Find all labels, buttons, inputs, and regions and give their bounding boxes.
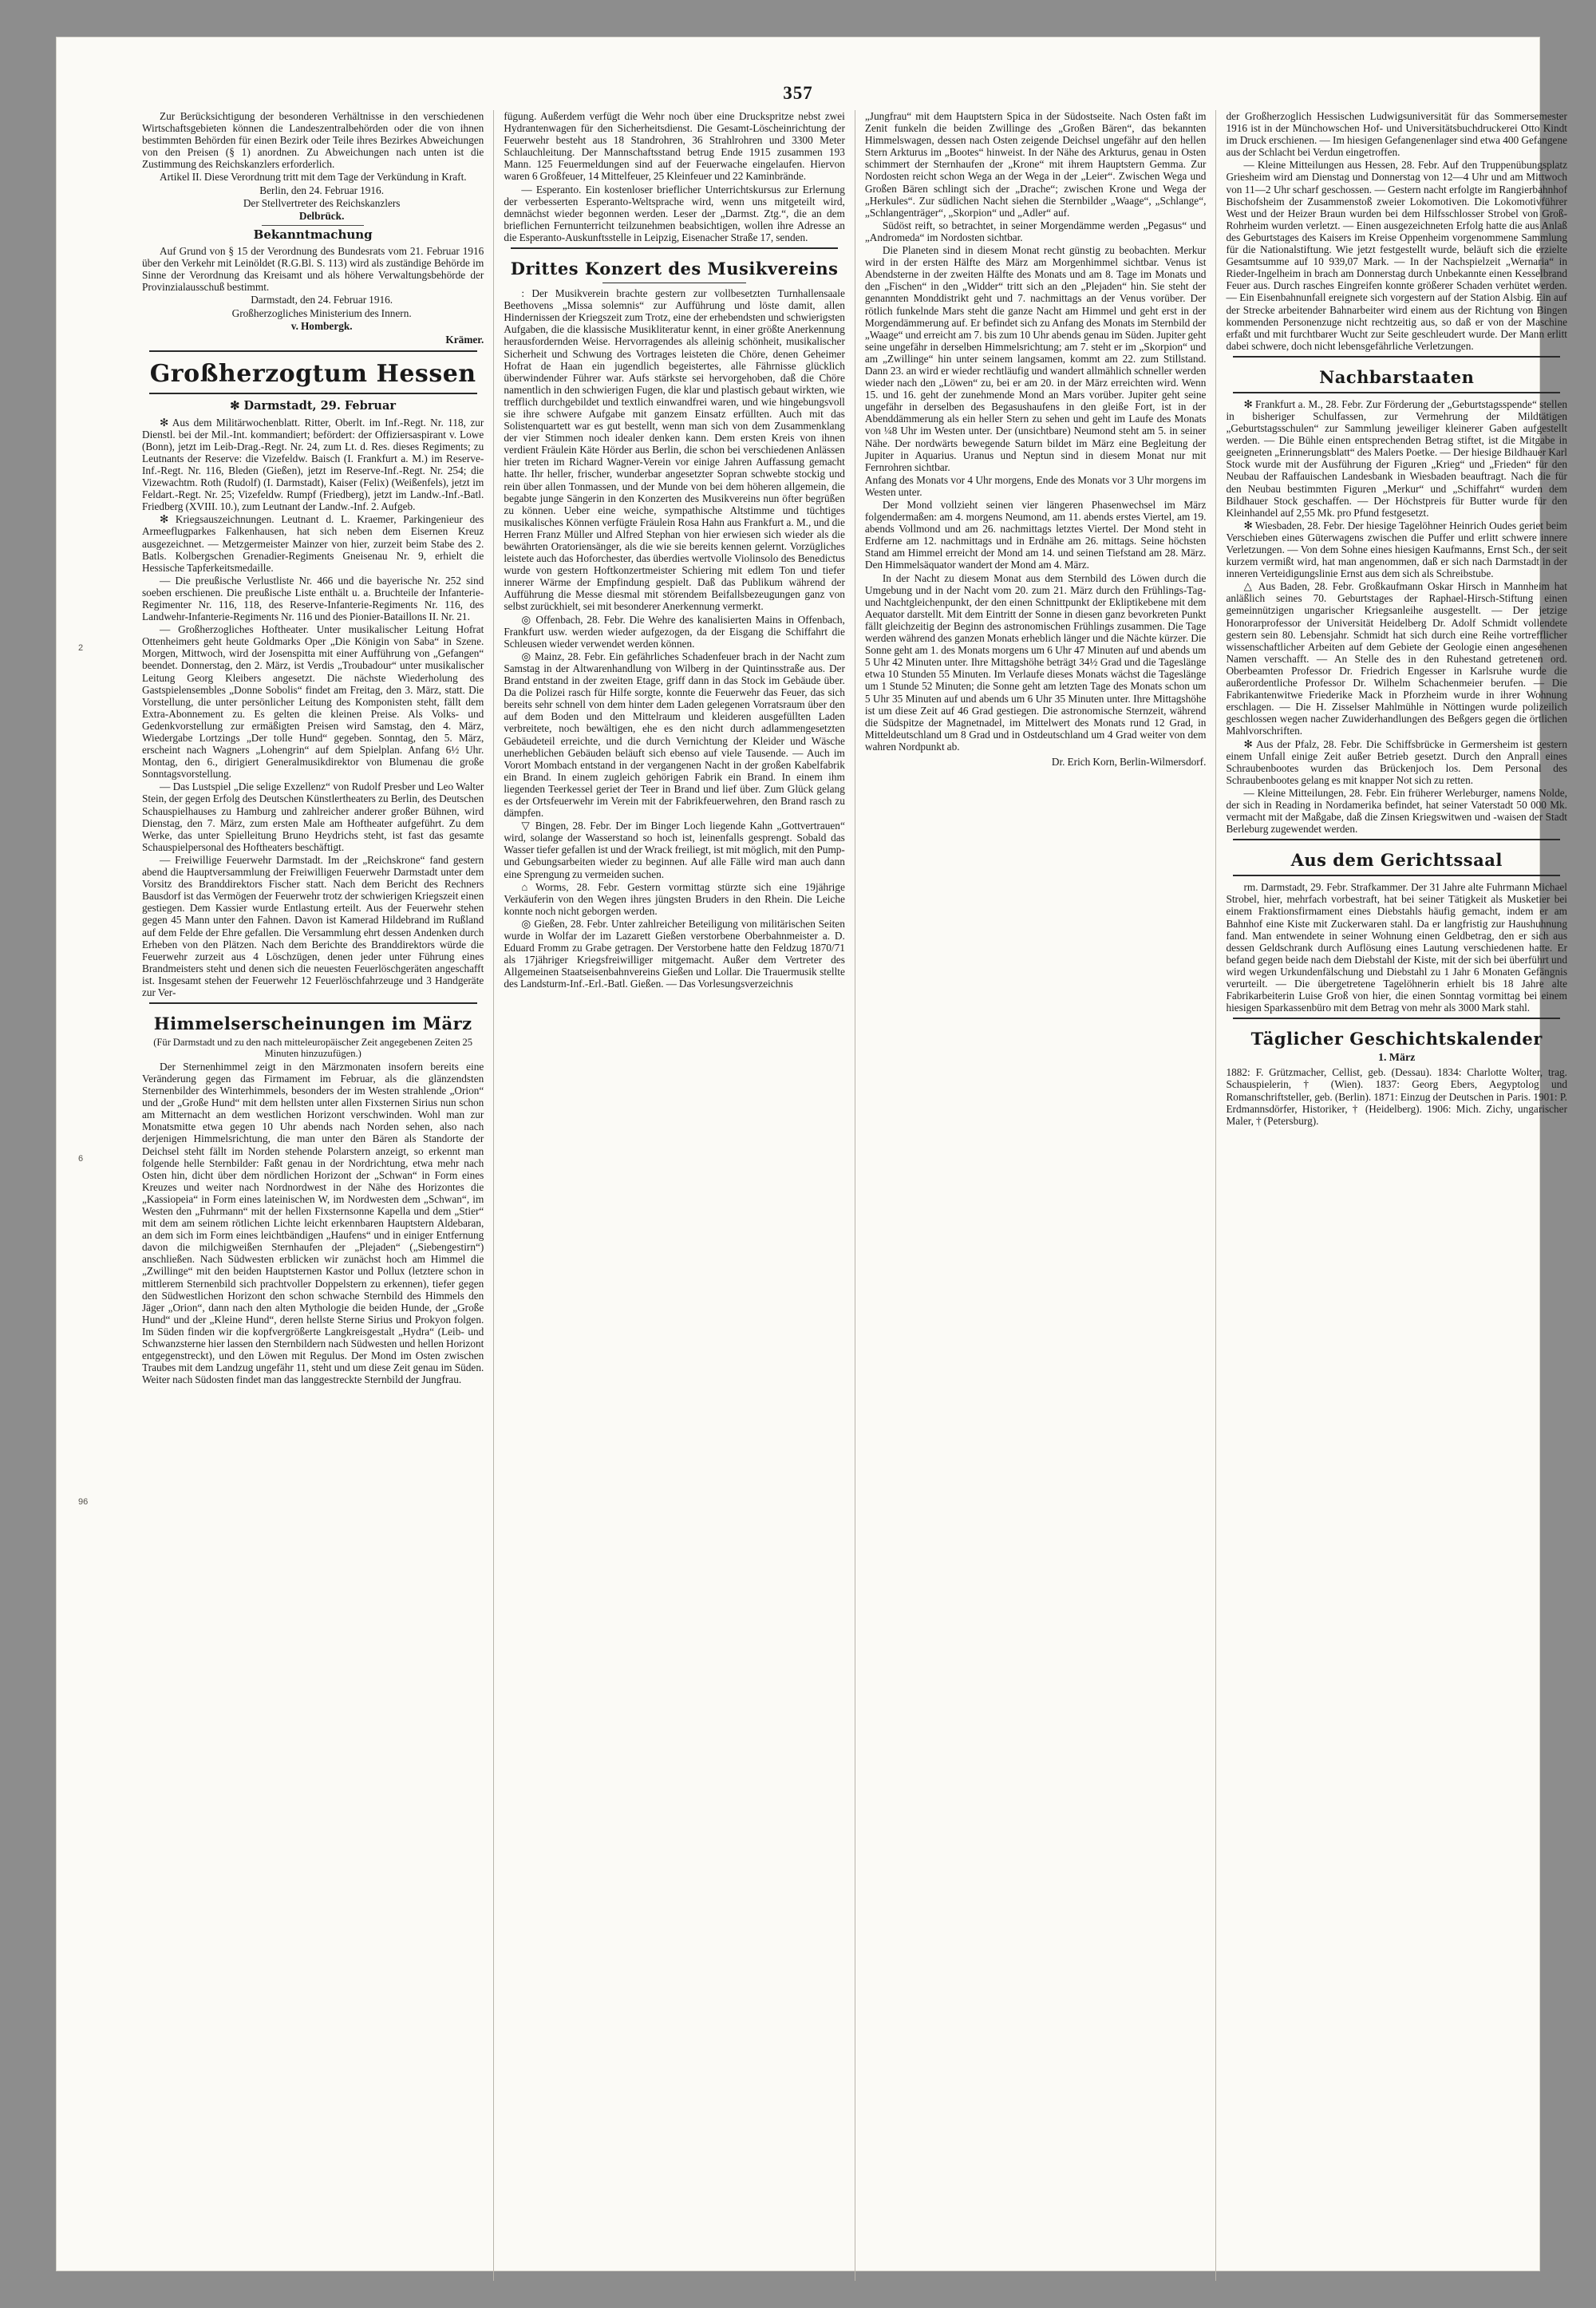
- calendar-date: 1. März: [1378, 1052, 1416, 1065]
- paragraph: 1882: F. Grützmacher, Cellist, geb. (Dessau). 1834: Charlotte Wolter, trag. Schauspielerin, † (Wien). 1837: Georg Ebers, Aegyptolog und Romanschriftsteller, geb. (Berlin). 1871: Einzug der Deutschen in Paris. 1901: P. Erdmannsdörfer, Historiker, † (Heidelberg). 1906: Mich. Zichy, ungarischer Maler, † (Petersburg).: [1226, 1066, 1567, 1127]
- section-heading-himmelserscheinungen: Himmelserscheinungen im März: [153, 1014, 472, 1034]
- column-4: [1215, 110, 1577, 2281]
- paragraph: ▽ Bingen, 28. Febr. Der im Binger Loch liegende Kahn „Gottvertrauen“ wird, solange der Wasserstand so hoch ist, leinenfalls gesprengt. Sobald das Wasser tiefer gefallen ist und der Wrack freiliegt, ist mit möglich, mit den Pump- und Gebungsarbeiten wieder zu beginnen. Auf alle Fälle wird man auch dann eine Sprengung zu vermeiden suchen.: [504, 820, 845, 880]
- paragraph: — Freiwillige Feuerwehr Darmstadt. Im der „Reichskrone“ fand gestern abend die Hauptversammlung der Freiwilligen Feuerwehr Darmstadt unter dem Vorsitz des Branddirektors Fischer statt. Nach dem Bericht des Rechners Bausdorf ist das Vermögen der Feuerwehr trotz der schwierigen Kriegszeit einen gestiegen. Dem Kassier wurde Entlastung erteilt. Aus der Feuerwehr stehen gegen 45 Mann unter den Fahnen. Davon ist Kamerad Hildebrand im Rußland auf dem Felde der Ehre gefallen. Die Versammlung ehrt dessen Andenken durch Erheben von den Plätzen. Nach dem Berichte des Branddirektors würde die Feuerwehr zurzeit aus 4 Löschzügen, denen jeder unter Führung eines Brandmeisters steht und denen sich die neuesten Feuerlöschgeräten angeschafft ist. Insgesamt stehen der Feuerwehr 12 Feuerlöschfahrzeuge und 3 Handgeräte zur Ver-: [142, 853, 484, 998]
- margin-mark: 2: [78, 643, 84, 653]
- signature-line: Großherzogliches Ministerium des Innern.: [231, 306, 412, 319]
- paragraph: Die Planeten sind in diesem Monat recht günstig zu beobachten. Merkur wird in der ersten Hälfte des März am Morgenhimmel sichtbar. Venus ist Abendsterne in der zweiten Hälfte des Monats und am 8. Tage im Monats und den „Fischen“ in den „Widder“ tritt sich an den „Plejaden“ hin. Sie steht der genannten Monddistrikt geht und 7. nachmittags an der Venus vorüber. Der rötlich funkelnde Mars steht die ganze Nacht am Himmel und geht erst in der Morgendämmerung auf. Er befindet sich zu Anfang des Monats im Sternbild der „Waage“ und erreicht am 7. bis zum 10 Uhr abends genau im Süden. Jupiter geht seine ungefähr in derselben Himmelsrichtung; am 7. steht er im „Skorpion“ und am „Zwillinge“ hin unter seinem langsamen, kommt am 22. zum Stillstand. Dann 23. an wird er wieder rechtläufig und wandert allmählich schneller werden wieder nach den „Löwen“ zu, bei er am 20. in der März erreichten wird. Wenn 15. und 16. geht der zunehmende Mond an Mars vorüber. Jupiter geht seine ungefähr in derselben des Begasushaufens in den gleiße Fort, ist in der Abenddämmerung als ein heller Stern zu sehen und geht im Laufe des Monats von ¼8 Uhr im Westen unter. Der (unsichtbare) Neumond steht am 5. in seiner Nähe. Der nordwärts bewegende Saturn bildet im März eine Begleitung der Jupiter in Aquarius. Uranus und Neptun sind in diesem Monat nur mit Fernrohren sichtbar.: [864, 244, 1207, 473]
- paragraph: — Großherzogliches Hoftheater. Unter musikalischer Leitung Hofrat Ottenheimers geht heute Goldmarks Oper „Die Königin von Saba“ in Szene. Morgen, Mittwoch, wird der Josenspitta mit einer Aufführung von „Gefangen“ beendet. Donnerstag, den 2. März, ist Verdis „Troubadour“ unter musikalischer Leitung Georg Kleibers angesetzt. Die nächste Wiederholung des Gastspielensembles „Donne Sobolis“ findet am Freitag, den 3. März, statt. Die Vorstellung, die unter persönlicher Leitung des Komponisten steht, fällt dem Extra-Abonnement zu. Es gelten die kleinen Preise. Als Volks- und Gedenkvorstellung zur ermäßigten Preisen wird Samstag, den 4. März, Wiedergabe Lortzings „Der tolle Hund“ gegeben. Sonntag, den 5. März, erscheint nach Wagners „Lohengrin“ auf dem Spielplan. Anfang 6½ Uhr. Montag, den 6., dirigiert Generalmusikdirektor von Blumenau die große Sonntagsvorstellung.: [142, 623, 484, 781]
- divider: [262, 225, 364, 226]
- dateline: ✻ Darmstadt, 29. Februar: [230, 398, 396, 413]
- signature-line: Der Stellvertreter des Reichskanzlers: [243, 196, 401, 209]
- divider: [1233, 356, 1560, 358]
- paragraph: △ Aus Baden, 28. Febr. Großkaufmann Oskar Hirsch in Mannheim hat anläßlich seines 70. Geburtstages der Raphael-Hirsch-Stiftung einen gemeinnützigen ungarischer Kriegsanleihe ausgestellt. — Der jetzige Honorarprofessor der Universität Heidelberg Dr. Adolf Schmidt vollendete gestern sein 80. Lebensjahr. Schmidt hat sich durch eine Reihe vortrefflicher wissenschaftlicher Arbeiten auf dem Gebiete der Geologie einen angesehenen Namen verschafft. — An Stelle des in den Ruhestand getretenen ord. Oberbeamten Professor Dr. Friedrich Engesser in Karlsruhe wurde die außerordentliche Professor Dr. Wilhelm Schachenmeier berufen. — Die Fabrikantenwitwe Friederike Mack in Pforzheim wurde in ihrer Wohnung erschlagen. — Die H. Zisselser Mahlmühle in Nöttingen wurde polizeilich geschlossen wegen nacher Zuwiderhandlungen des Beßgers gegen die örtlichen Mahlvorschriften.: [1226, 580, 1567, 737]
- page-number: 357: [783, 83, 813, 103]
- paper-sheet: [56, 37, 1567, 2271]
- paragraph: ⌂ Worms, 28. Febr. Gestern vormittag stürzte sich eine 19jährige Verkäuferin von den Wegen ihres jüngsten Bruders in den Rhein. Die Leiche konnte noch nicht geborgen werden.: [504, 880, 845, 917]
- section-heading-gerichtssaal: Aus dem Gerichtssaal: [1290, 850, 1503, 871]
- page-edge-top: [0, 0, 1596, 37]
- paragraph: Südöst reift, so betrachtet, in seiner Morgendämme werden „Pegasus“ und „Andromeda“ im Nordosten sichtbar.: [864, 219, 1207, 243]
- paragraph: der Großherzoglich Hessischen Ludwigsuniversität für das Sommersemester 1916 ist in der Münchowschen Hof- und Universitätsbuchdruckerei Otto Kindt im Druck erschienen. — Im hiesigen Gefangenenlager sind etwa 400 Gefangene aus der Schlacht bei Verdun eingetroffen.: [1226, 110, 1567, 159]
- divider: [511, 247, 838, 249]
- paragraph: In der Nacht zu diesem Monat aus dem Sternbild des Löwen durch die Umgebung und in der Nacht vom 20. zum 21. März durch den Frühlings-Tag- und Nachtgleichenpunkt, der den einen Schnittpunkt der Ekliptikebene mit dem Aequator darstellt. Mit dem Eintritt der Sonne in diesen ganz bevorkreten Punkt fällt gleichzeitig der Beginn des astronomischen Frühlings zusammen. Die Tage werden während des ganzen Monats erheblich länger und die Nächte kürzer. Die Sonne geht am 1. des Monats morgens um 6 Uhr 47 Minuten auf und abends um 5 Uhr 42 Minuten unter. Ihre Mittagshöhe beträgt 34½ Grad und die Tageslänge etwa 10 Stunden 55 Minuten. Im Verlaufe dieses Monats wächst die Tageslänge um 1 Stunde 52 Minuten; die Sonne geht am letzten Tage des Monats schon um 5 Uhr 35 Minuten auf und abends um 6 Uhr 35 Minuten unter. Ihre Mittagshöhe ist um diese Zeit auf 46 Grad gestiegen. Die astronomische Sternzeit, während die Südspitze der Magnetnadel, im Mittelwert des Monats rund 12 Grad, in Mitteldeutschland um 8 Grad und in Ostdeutschland um 4 Grad weiter von dem wahren Nordpunkt ab.: [864, 571, 1207, 753]
- divider: [149, 393, 477, 394]
- section-heading-grossherzogtum: Großherzogtum Hessen: [149, 359, 476, 388]
- section-heading-geschichtskalender: Täglicher Geschichtskalender: [1250, 1029, 1543, 1049]
- signature-line: Delbrück.: [298, 210, 345, 223]
- paragraph: — Die preußische Verlustliste Nr. 466 und die bayerische Nr. 252 sind soeben erschienen. Die preußische Liste enthält u. a. Bruchteile der Infanterie-Regimenter Nr. 116, 118, des Reserve-Infanterie-Regiments Nr. 116, des Landwehr-Infanterie-Regiments Nr. 116 und des Pionier-Bataillons II. Nr. 21.: [142, 574, 484, 623]
- divider: [1233, 1018, 1560, 1019]
- paragraph: ✻ Wiesbaden, 28. Febr. Der hiesige Tagelöhner Heinrich Oudes geriet beim Verschieben eines Güterwagens zwischen die Puffer und erlitt schwere innere Verletzungen. — Von dem Sohne eines hiesigen Kaufmanns, Ernst Sch., der seit kurzem vermißt wird, hat man angenommen, daß er sich nach Darmstadt in der inneren Verteidigungslinie Ernst aus dem sich als Schreibstube.: [1226, 519, 1567, 580]
- divider: [1233, 839, 1560, 840]
- paragraph: fügung. Außerdem verfügt die Wehr noch über eine Druckspritze nebst zwei Hydrantenwagen für den Sicherheitsdienst. Die Gesamt-Löscheinrichtung der Feuerwehr besteht aus 18 Standrohren, 36 Strahlrohren und 3300 Meter Schlauchleitung. Der Mannschaftsstand betrug Ende 1915 zusammen 193 Mann. 125 Feuermeldungen sind auf der Feuerwache eingelaufen. Hiervon waren 6 Großfeuer, 14 Mittelfeuer, 25 Kleinfeuer und 22 Kaminbrände.: [504, 110, 845, 183]
- paragraph: Der Sternenhimmel zeigt in den Märzmonaten insofern bereits eine Veränderung gegen das Firmament im Februar, als die glänzendsten Sternenbilder des Winterhimmels, besonders der im Westen strahlende „Orion“ und der „Große Hund“ mit dem hellsten unter allen Fixsternen Sirius nun schon am Mitternacht an dem westlichen Horizont verschwinden. Wohl man zur Monatsmitte etwa gegen 10 Uhr abends nach Norden sehen, also nach derjenigen Himmelsrichtung, die man unter den Bären als Standorte der Deichsel steht fällt im Norden stehende Polarstern anzeigt, so erkennt man folgende helle Sternbilder: Faßt genau in der Nordrichtung, etwa mehr nach Osten hin, dicht über dem nördlichen Horizont der „Schwan“ in Form eines Kreuzes und weiter nach Nordnordwest in der Nähe des Horizontes die „Kassiopeia“ in Form eines lateinischen W, im Nordwesten dem „Schwan“, im Westen den „Fuhrmann“ mit der hellen Fixsternsonne Kapella und dem „Stier“ mit dem am seinem rötlichen Lichte leicht erkennbaren Hauptstern Aldebaran, an dem sich im Form eines leichtbändigen „Haufens“ und in einiger Entfernung davon die milchigweißen Sternhaufen der „Plejaden“ („Siebengestirn“) anschließen. Nach Südwesten erblicken wir zunächst hoch am Himmel die „Zwillinge“ mit den beiden Hauptsternen Kastor und Pollux (letztere schon in mittlerem Sternenbild sich prachtvoller Doppelstern zu erkennen), tiefer gegen den Südwestlichen Horizont den schon schwache Sternbild des Himmels den Jäger „Orion“, dann nach den alten Mythologie die beiden Hunde, der „Große Hund“ und der „Kleine Hund“, deren hellste Sterne Sirius und Prokyon folgen. Im Süden finden wir die kopfvergrößerte Langkreisgestalt „Hydra“ (Leib- und Schwanzsterne hier lassen den Sternbildern nach Südwesten und hellen Horizont entgegenstreckt), und den Löwen mit Regulus. Der Mond im Osten zwischen Traubes mit dem Landzug ungefähr 11, steht und um diese Zeit genau im Süden. Weiter nach Südosten findet man das langgestreckte Sternbild der Jungfrau.: [142, 1060, 484, 1386]
- divider: [1233, 875, 1560, 876]
- paragraph: rm. Darmstadt, 29. Febr. Strafkammer. Der 31 Jahre alte Fuhrmann Michael Strobel, hier, mehrfach vorbestraft, hat bei seiner Tätigkeit als Musketier bei einem Fraktionsfirmament eines Diebstahls häufig gemacht, indem er am Bahnhof eine Kiste mit Zuckerwaren stahl. Da er langfristig zur Haushuhnung fand. Man entwendete in seiner Wohnung einen Geldbetrag, den er sich aus dessen Geldschrank durch Auflösung eines Lautung verschiedenen hatte. Er befand gegen beide nach dem Diebstahl der Kiste, mit der sich bei überführt und wird wegen Urkundenfälschung und Diebstahl zu 1 Jahr 6 Monaten Gefängnis verurteilt. — Die übergetretene Tagelöhnerin erhielt bis 18 Jahre alte Fabrikarbeiterin Luise Groß von hier, die einen Sonntag vormittag bei einem hiesigen Sparkassenbüro mit dem Betrag von mehr als 3000 Mark stahl.: [1226, 881, 1567, 1014]
- divider: [149, 350, 477, 352]
- paragraph: ✻ Kriegsauszeichnungen. Leutnant d. L. Kraemer, Parkingenieur des Armeeflugparkes Falkenhausen, hat sich neben dem Eisernen Kreuz ausgezeichnet. — Metzgermeister Mainzer von hier, zurzeit beim Stabe des 2. Batls. Kolbergschen Grenadier-Regiments Gneisenau Nr. 9, erhielt die Hessische Tapferkeitsmedaille.: [142, 513, 484, 574]
- column-2: [493, 110, 855, 2281]
- paragraph: ◎ Gießen, 28. Febr. Unter zahlreicher Beteiligung von militärischen Seiten wurde in Wolfar der im Lazarett Gießen verstorbene Oberbahnmeister a. D. Eduard Fromm zu Grabe getragen. Der Verstorbene hatte den Feldzug 1870/71 als 17jähriger Kriegsfreiwilliger mitgemacht. Außer dem Vertreter des Allgemeinen Staatseisenbahnvereins Gießen und Lollar. Die Trauermusik stellte des Landsturm-Inf.-Erl.-Batl. Gießen. — Das Vorlesungsverzeichnis: [504, 917, 845, 990]
- divider: [1233, 392, 1560, 393]
- column-3: [855, 110, 1216, 2281]
- paragraph: Artikel II. Diese Verordnung tritt mit dem Tage der Verkündung in Kraft.: [160, 171, 467, 184]
- section-heading-nachbarstaaten: Nachbarstaaten: [1319, 366, 1475, 387]
- section-heading: Bekanntmachung: [253, 227, 373, 242]
- paragraph: Zur Berücksichtigung der besonderen Verhältnisse in den verschiedenen Wirtschaftsgebieten können die Landeszentralbehörden oder die von ihnen bestimmten Behörden für einen Bezirk oder Teile ihres Bezirkes Abweichungen von den Preisen (§ 1) anordnen. Zu Abweichungen nach unten ist die Zustimmung des Reichskanzlers erforderlich.: [142, 110, 484, 171]
- article-author: Dr. Erich Korn, Berlin-Wilmersdorf.: [1051, 755, 1207, 768]
- signature-line: Berlin, den 24. Februar 1916.: [259, 184, 385, 196]
- paragraph: ✻ Frankfurt a. M., 28. Febr. Zur Förderung der „Geburtstagsspende“ stellen in bisheriger Schulfassen, zur Vermehrung der Mildtätigen „Geburtstagsschulen“ zur Sammlung jeweiliger kleinerer Gaben aufgestellt werden. — Die Bühle einen entsprechenden Betrag stiftet, ist die Mitgabe in geeigneten „Erinnerungsblatt“ des Malers Poetke. — Der hiesige Bildhauer Karl Stock wurde mit der Ausführung der Figuren „Krieg“ und „Frieden“ für den Neubau der Raffauischen Landesbank in Wiesbaden beauftragt. Nach die für den Neubau bestimmten Figuren „Merkur“ und „Schiffahrt“ wurden dem Bildhauer Stock geschaffen. — Der Höchstpreis für Butter wurde für den Kleinhandel auf 2,55 Mk. pro Pfund festgesetzt.: [1226, 397, 1567, 519]
- paragraph: Der Mond vollzieht seinen vier längeren Phasenwechsel im März folgendermaßen: am 4. morgens Neumond, am 11. abends erstes Viertel, am 19. abends Vollmond und am 26. nachmittags letztes Viertel. Der Mond steht in Erdferne am 12. nachmittags und in Erdnähe am 26. mittags. Seine höchsten Stand am Himmel erreicht der Mond am 14. und seinen Tiefstand am 28. März. Den Himmelsäquator wandert der Mond am 4. März.: [864, 499, 1207, 571]
- column-1: [132, 110, 493, 2281]
- section-heading-konzert: Drittes Konzert des Musikvereins: [510, 259, 839, 279]
- paragraph: Auf Grund von § 15 der Verordnung des Bundesrats vom 21. Februar 1916 über den Verkehr mit Leinöldet (R.G.Bl. S. 113) wird als zuständige Behörde im Sinne der Verordnung das Kreisamt und als höhere Verwaltungsbehörde der Provinzialausschuß bestimmt.: [142, 244, 484, 294]
- paragraph: ✻ Aus der Pfalz, 28. Febr. Die Schiffsbrücke in Germersheim ist gestern einem Unfall einige Zeit außer Betrieb gesetzt. Durch den Anprall eines Schraubenbootes wurden das Brückenjoch los. Dem Personal des Schraubenbootes gelang es mit knapper Not sich zu retten.: [1226, 737, 1567, 786]
- margin-mark: 6: [78, 1154, 84, 1164]
- section-note: (Für Darmstadt und zu den nach mitteleuropäischer Zeit angegebenen Zeiten 25 Minuten hinzuzufügen.): [153, 1037, 473, 1060]
- paragraph: — Kleine Mitteilungen, 28. Febr. Ein früherer Werleburger, namens Nolde, der sich in Reading in Nordamerika befindet, hat seiner Vaterstadt 50 000 Mk. vermacht mit der Maßgabe, daß die Zinsen Kriegswitwen und -waisen der Stadt Berleburg zugewendet werden.: [1226, 786, 1567, 836]
- paragraph: — Das Lustspiel „Die selige Exzellenz“ von Rudolf Presber und Leo Walter Stein, der gegen Erfolg des Deutschen Künstlertheaters zu Berlin, des Deutschen Schauspielhauses zu Hamburg und zahlreicher anderer großer Bühnen, wird Dienstag, den 7. März, zum ersten Male am Hoftheater aufgeführt. Zu dem Werke, das unter Spielleitung Bruno Heydrichs steht, ist fast das gesamte Schauspielpersonal des Hoftheaters beschäftigt.: [142, 781, 484, 853]
- column-container: [132, 110, 1577, 2281]
- paragraph: ◎ Offenbach, 28. Febr. Die Wehre des kanalisierten Mains in Offenbach, Frankfurt usw. werden wieder aufgezogen, da der Eisgang die Schiffahrt die Schleusen wieder verwendet werden können.: [504, 613, 845, 650]
- signature-line: Darmstadt, den 24. Februar 1916.: [251, 294, 393, 306]
- signature-line: v. Hombergk.: [290, 320, 353, 333]
- paragraph: ✻ Aus dem Militärwochenblatt. Ritter, Oberlt. im Inf.-Regt. Nr. 118, zur Dienstl. bei der Mil.-Int. kommandiert; befördert: der Offiziersaspirant v. Lowe (Bonn), jetzt im Leib-Drag.-Regt. Nr. 24, zum Lt. d. Res. dieses Regiments; zu Leutnants der Reserve: die Vizefeldw. Baisch (I. Frankfurt a. M.) im Reserve-Inf.-Regt. Nr. 116, Bleden (Gießen), jetzt im Reserve-Inf.-Regt. Nr. 254; die Vizewachtm. Roth (Rudolf) (I. Darmstadt), Kaiser (Felix) (Weißenfels), jetzt im Feldart.-Regt. Nr. 25; Vizefeldw. Rumpf (Friedberg), jetzt im Landw.-Inf.-Batl. Friedberg (XVIII. 10.), zum Leutnant der Landw.-Inf. 2. Aufgeb.: [142, 416, 484, 513]
- paragraph: Anfang des Monats vor 4 Uhr morgens, Ende des Monats vor 3 Uhr morgens im Westen unter.: [864, 473, 1207, 498]
- signature-line: Krämer.: [445, 334, 484, 346]
- paragraph: : Der Musikverein brachte gestern zur vollbesetzten Turnhallensaale Beethovens „Missa solemnis“ zur Aufführung und löste damit, allen Hindernissen der Kriegszeit zum Trotz, eine der erhebendsten und schwierigsten Aufgaben, die die klassische Musikliteratur kennt, in einer größte Anerkennung herausfordernden Weise. Hervorragendes als alleinig schönheit, musikalischer Sicherheit und Schwung des Vortrages leisteten die Chöre, denen Geheimer Hofrat de Haan ein jugendlich begeistertes, alle Fährnisse glücklich überwindender Führer war. Aufs stärkste sei hervorgehoben, daß die Chöre namentlich in den schwierigen Fugen, die klar und plastisch gebaut wirkten, wie trefflich durchgebildet und textlich einwandfrei waren, und wie hingebungsvoll sie ihre schwere Aufgabe mit ganzem Einsatz erfüllten. Auch mit das Solistenquartett war es gut bestellt, wenn man sich von dem Zusammenklang der vier Stimmen noch idealer denken kann. Dem ersten Kreis von ihnen verdient Fräulein Käte Hörder aus Berlin, die schon bei verschiedenen Anlässen hier treten im Richard Wagner-Verein vor einige Jahren Auffassung gemacht hatte. Ihr heller, frischer, wunderbar angesetzter Sopran schwebte stockig und rein über allen Tonmassen, und der Munde von bei dem höheren allgemein, die begabte junge Sängerin in den Konzerten des Musikvereins nun öfter begrüßen zu können. Ueber eine weiche, sympathische Altstimme und tüchtiges musikalisches Können verfügte Fräulein Rosa Hahn aus Frankfurt a. M., und die Herren Franz Müller und Alfred Stephan von hier erwiesen sich wieder als die bewährten Oratoriensänger, als die wie sie bereits kennen gelernt. Vorzügliches leistete auch das Hoforchester, das überdies wertvolle Violinsolo des Benedictus wurde von gestern Hoftkonzertmeister Schiering mit edlem Ton und tiefer innerer Wärme der Empfindung gespielt. Daß das Publikum während der Aufführung die Messe diesmal mit störendem Beifallsbezeugungen ganz von selbst zurückhielt, sei mit besonderer Anerkennung vermerkt.: [504, 287, 845, 613]
- paragraph: — Esperanto. Ein kostenloser brieflicher Unterrichtskursus zur Erlernung der verbesserten Esperanto-Weltsprache wird, wenn uns mitgeteilt wird, demnächst wieder begonnen werden. Leser der „Darmst. Ztg.“, die an dem brieflichen Fernunterricht teilzunehmen beabsichtigen, wollen ihre Adresse an die Esperanto-Auskunftsstelle in Leipzig, Eisenacher Straße 17, senden.: [504, 183, 845, 243]
- paragraph: ◎ Mainz, 28. Febr. Ein gefährliches Schadenfeuer brach in der Nacht zum Samstag in der Altwarenhandlung von Wilberg in der Quintinsstraße aus. Der Brand entstand in der zweiten Etage, griff dann in das Stock im Gebäude über. Da die Polizei rasch für Hilfe sorgte, konnte die Feuerwehr das Feuer, das sich bereits sehr schnell von dem hinter dem Laden gelegenen Vorratsraum über den auf dem Boden und den Mittelraum und kleideren ausgefüllten Laden verbreitete, noch bewältigen, ehe es den nicht durch adlammengesetzten Gebäudeteil erreichte, und die durch Vernichtung der Kleider und Wäsche unerheblichen Gebäuden beläuft sich ebenso auf viele Tausende. — Auch im Vorort Mombach entstand in der vergangenen Nacht in der großen Kabelfabrik ein Brand. In einem zugleich gehörigen Fabrik ein Brand. In einem ihm liegenden Teerkessel geriet der Teer in Brand und lief über. Zum Glück gelang es der Ortsfeuerwehr im Verein mit der Fabrikfeuerwehren, den Brand rasch zu dämpfen.: [504, 650, 845, 820]
- paragraph: — Kleine Mitteilungen aus Hessen, 28. Febr. Auf den Truppenübungsplatz Griesheim wird am Dienstag und Donnerstag von 12—4 Uhr und am Mittwoch von 11—2 Uhr scharf geschossen. — Gestern nacht erfolgte im Rangierbahnhof Bischofsheim der Zusammenstoß zweier Lokomotiven. Die Lokomotivführer West und der Heizer Braun wurden bei dem Hilfsschlosser Strobel von Groß-Rohrheim wurden verletzt. — Einen ausgezeichneten Erfolg hatte die aus Anlaß des Geburtstages des Kaisers im Kreise Oppenheim vorgenommene Sammlung für die Nationalstiftung. Wie jetzt festgestellt wurde, beläuft sich die erzielte Gesamtsumme auf 10 939,07 Mark. — In der Nachspielzeit „Wernaria“ in Rieder-Ingelheim in brach am Donnerstag durch Unbekannte einen Kesselbrand Feuer aus. Durch rasches Eingreifen konnte größerer Schaden verhütet werden. — Ein Eisenbahnunfall ereignete sich vorgestern auf der Station Alsbig. Ein auf der Strecke arbeitender Bahnarbeiter wird einem aus der Richtung von Bingen kommenden Personenzuge nicht rechtzeitig aus, so daß er von der Maschine erfaßt und mit furchtbarer Wucht zur Seite geschleudert wurde. Der Mann erlitt dabei schwere, doch nicht lebensgefährliche Verletzungen.: [1226, 159, 1567, 352]
- margin-marks: [78, 37, 102, 2271]
- page-edge-left: [0, 0, 56, 2308]
- paragraph: „Jungfrau“ mit dem Hauptstern Spica in der Südostseite. Nach Osten faßt im Zenit funkeln die beiden Zwillinge des „Großen Bären“, das bekannten Himmelswagen, dessen nach Osten zeigende Deichsel ungefähr auf den hellen Stern Arkturus im „Bootes“ hinweist. In der Nähe des Arkturus, genau in Osten schimmert der Sternhaufen der „Krone“ mit ihrem Hauptstern Gemma. Zur Nordosten reicht schon Wega an der Wega in der „Leier“. Zwischen Wega und Großen Bären schlingt sich der „Drache“; zwischen Krone und Wega der „Herkules“. Zur südlichen Nacht siehen die Sternbilder „Waage“, „Schlange“, „Schlangenträger“, „Skorpion“ und „Adler“ auf.: [864, 110, 1207, 219]
- margin-mark: 96: [78, 1497, 89, 1507]
- divider: [149, 1002, 477, 1004]
